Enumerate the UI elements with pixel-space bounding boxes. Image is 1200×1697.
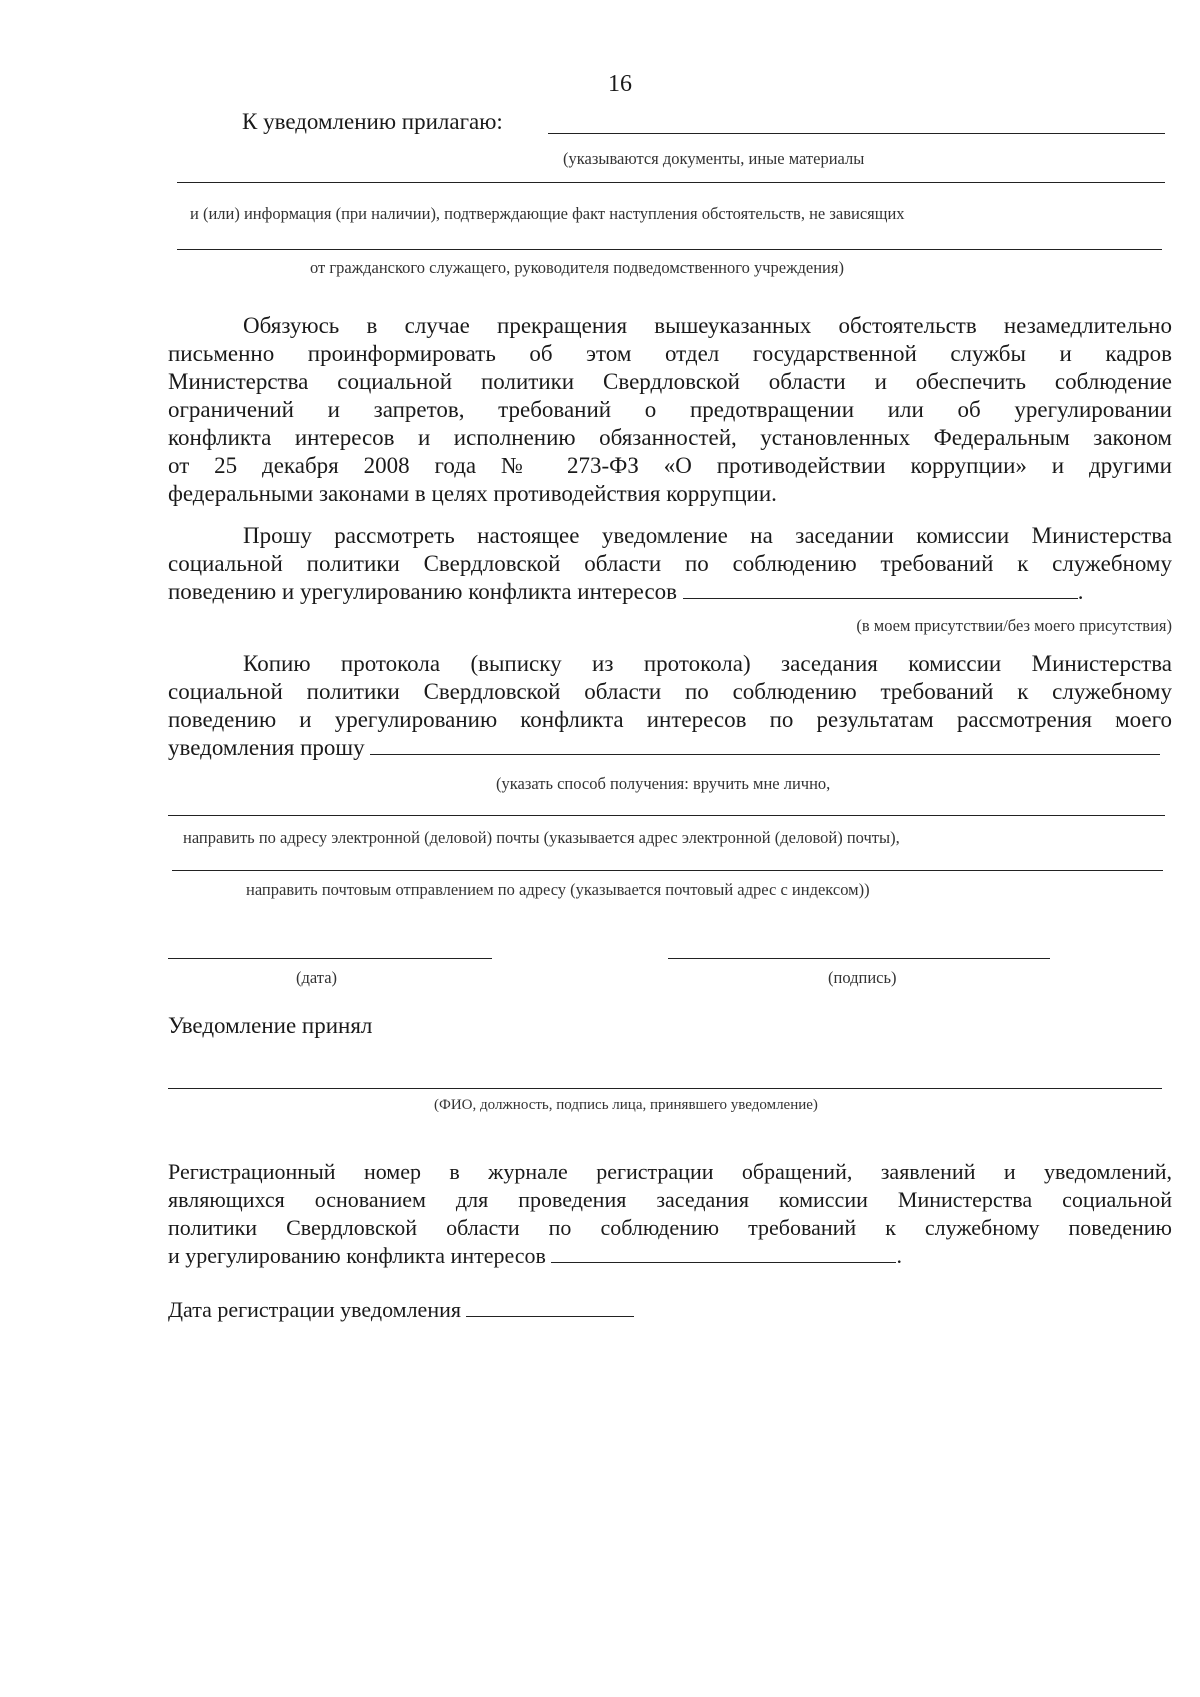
registration-number-field[interactable] bbox=[551, 1242, 896, 1263]
paragraph-last-text: и урегулированию конфликта интересов bbox=[168, 1243, 546, 1268]
delivery-hint-2: направить по адресу электронной (деловой) почты (указывается адрес электронной (деловой) почты), bbox=[183, 828, 900, 847]
delivery-hint-1: (указать способ получения: вручить мне лично, bbox=[496, 774, 831, 793]
paragraph-line bbox=[168, 734, 1172, 762]
paragraph-last-text: уведомления прошу bbox=[168, 735, 365, 760]
paragraph-line: Министерства социальной политики Свердловской области и обеспечить соблюдение bbox=[168, 369, 1172, 394]
accepted-field[interactable] bbox=[168, 1088, 1162, 1089]
paragraph-line: Прошу рассмотреть настоящее уведомление на заседании комиссии Министерства bbox=[243, 523, 1172, 548]
attach-field-line-3[interactable] bbox=[177, 249, 1162, 250]
paragraph-line: письменно проинформировать об этом отдел государственной службы и кадров bbox=[168, 341, 1172, 366]
attach-field-line-1[interactable] bbox=[548, 133, 1165, 134]
registration-paragraph bbox=[168, 1158, 1172, 1270]
paragraph-line: от 25 декабря 2008 года № 273-ФЗ «О противодействии коррупции» и другими bbox=[168, 453, 1172, 478]
paragraph-line: поведению и урегулированию конфликта интересов по результатам рассмотрения моего bbox=[168, 707, 1172, 732]
paragraph-last-text: поведению и урегулированию конфликта интересов bbox=[168, 579, 678, 604]
page-number: 16 bbox=[608, 71, 632, 97]
paragraph-line: Регистрационный номер в журнале регистрации обращений, заявлений и уведомлений, bbox=[168, 1159, 1172, 1184]
signature-caption: (подпись) bbox=[828, 968, 897, 987]
date-field[interactable] bbox=[168, 958, 492, 959]
attach-hint-3: от гражданского служащего, руководителя подведомственного учреждения) bbox=[310, 258, 844, 277]
paragraph-line: Обязуюсь в случае прекращения вышеуказанных обстоятельств незамедлительно bbox=[243, 313, 1172, 338]
presence-hint: (в моем присутствии/без моего присутствия) bbox=[856, 616, 1172, 635]
attach-field-line-2[interactable] bbox=[177, 182, 1165, 183]
attach-hint-1: (указываются документы, иные материалы bbox=[563, 149, 865, 168]
attach-hint-2: и (или) информация (при наличии), подтверждающие факт наступления обстоятельств, не зависящих bbox=[190, 204, 905, 223]
delivery-field-line-3[interactable] bbox=[172, 870, 1163, 871]
paragraph-line: федеральными законами в целях противодействия коррупции. bbox=[168, 481, 777, 506]
paragraph-line: социальной политики Свердловской области по соблюдению требований к служебному bbox=[168, 551, 1172, 576]
paragraph-line: поведению и урегулированию конфликта интересов . bbox=[168, 579, 1084, 604]
paragraph-line: являющихся основанием для проведения заседания комиссии Министерства социальной bbox=[168, 1187, 1172, 1212]
paragraph-protocol bbox=[168, 650, 1172, 762]
delivery-field-line-2[interactable] bbox=[168, 815, 1165, 816]
paragraph-line: конфликта интересов и исполнению обязанностей, установленных Федеральным законом bbox=[168, 425, 1172, 450]
date-caption: (дата) bbox=[296, 968, 338, 987]
registration-date-label: Дата регистрации уведомления bbox=[168, 1297, 461, 1322]
registration-date-row bbox=[168, 1296, 634, 1324]
delivery-hint-3: направить почтовым отправлением по адресу (указывается почтовый адрес с индексом)) bbox=[246, 880, 870, 899]
signature-field[interactable] bbox=[668, 958, 1050, 959]
attach-label: К уведомлению прилагаю: bbox=[242, 109, 503, 134]
paragraph-line: политики Свердловской области по соблюдению требований к служебному поведению bbox=[168, 1215, 1172, 1240]
paragraph-line: ограничений и запретов, требований о предотвращении или об урегулировании bbox=[168, 397, 1172, 422]
accepted-label: Уведомление принял bbox=[168, 1013, 373, 1038]
paragraph-line: и урегулированию конфликта интересов . bbox=[168, 1243, 902, 1268]
paragraph-line: социальной политики Свердловской области по соблюдению требований к служебному bbox=[168, 679, 1172, 704]
paragraph-request bbox=[168, 522, 1172, 606]
paragraph-obligation bbox=[168, 312, 1172, 508]
registration-date-field[interactable] bbox=[466, 1296, 634, 1317]
presence-field[interactable] bbox=[683, 578, 1078, 599]
paragraph-line: Копию протокола (выписку из протокола) заседания комиссии Министерства bbox=[243, 651, 1172, 676]
accepted-hint: (ФИО, должность, подпись лица, принявшего уведомление) bbox=[434, 1097, 818, 1113]
delivery-field-line-1[interactable] bbox=[370, 734, 1160, 755]
